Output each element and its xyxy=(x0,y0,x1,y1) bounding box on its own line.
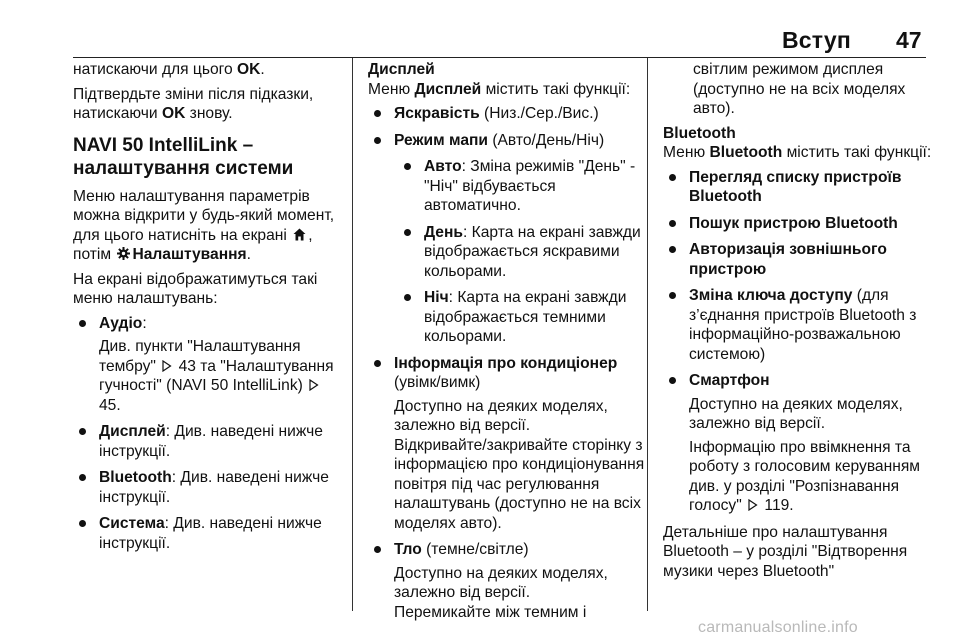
item-term: Ніч xyxy=(424,289,449,306)
item-term: Аудіо xyxy=(99,314,143,332)
item-term: Система xyxy=(99,515,165,532)
item-description: Відкривайте/закривайте сторінку з інформацією про кондиціонування повітря під час регулювання налаштувань (доступно не на всіх моделях авто). xyxy=(394,436,645,532)
bullet xyxy=(374,110,381,117)
page-number: 47 xyxy=(896,27,922,53)
text: Інформацію про ввімкнення та роботу з голосовим керуванням див. у розділі "Розпізнавання голосу" xyxy=(689,438,920,514)
item-term: Тло xyxy=(394,541,422,558)
item-term: Bluetooth xyxy=(99,469,172,486)
item-text: (для з’єднання пристроїв Bluetooth з інформаційно-розважальною системою) xyxy=(689,287,917,363)
list-item xyxy=(663,214,933,234)
list-item xyxy=(73,422,345,461)
xref-arrow-icon xyxy=(162,360,172,372)
text: містить такі функції: xyxy=(481,80,631,98)
text: . xyxy=(246,246,251,263)
item-term: Дисплей xyxy=(99,423,166,440)
xref-arrow-icon xyxy=(309,379,319,391)
text: 45. xyxy=(99,396,121,414)
paragraph xyxy=(73,60,345,80)
paragraph xyxy=(73,85,345,124)
sub-list-item xyxy=(368,288,648,347)
section-heading: NAVI 50 IntelliLink – налаштування системи xyxy=(73,134,294,179)
bullet xyxy=(79,520,86,527)
bullet xyxy=(404,294,411,301)
column-1 xyxy=(73,60,345,560)
item-term: Яскравість xyxy=(394,105,480,122)
bullet xyxy=(669,246,676,253)
bullet xyxy=(404,229,411,236)
sub-list-item xyxy=(368,223,648,282)
watermark: carmanualsonline.info xyxy=(698,619,858,636)
item-text: (увімк/вимк) xyxy=(394,374,481,391)
text: Меню налаштування параметрів можна відкрити у будь-який момент, для цього натисніть на екрані xyxy=(73,187,335,244)
subsection-title: Дисплей xyxy=(368,61,435,78)
paragraph: На екрані відображатимуться такі меню налаштувань: xyxy=(73,270,318,307)
text: , потім xyxy=(73,226,313,263)
bullet xyxy=(374,546,381,553)
list-item xyxy=(73,514,345,553)
text: 43 та "Налаштування гучності" (NAVI 50 IntelliLink) xyxy=(99,357,334,394)
sub-list-item xyxy=(368,157,648,216)
item-description: Доступно на деяких моделях, залежно від версії. xyxy=(394,564,608,601)
display-function-list xyxy=(368,104,648,622)
subsection-title: Bluetooth xyxy=(663,124,736,142)
menu-name: Дисплей xyxy=(414,80,482,98)
item-term: Перегляд списку пристроїв Bluetooth xyxy=(689,168,902,205)
item-text: : Див. наведені нижче інструкції. xyxy=(99,469,329,506)
paragraph xyxy=(368,80,648,100)
bullet xyxy=(669,174,676,181)
text: Меню xyxy=(663,144,710,161)
list-item xyxy=(368,131,648,151)
item-term: Смартфон xyxy=(689,372,770,389)
text: натискаючи для цього xyxy=(73,61,238,78)
item-text: : xyxy=(142,314,147,332)
bullet xyxy=(669,377,676,384)
list-item xyxy=(368,104,648,124)
bullet xyxy=(669,220,676,227)
item-description: Доступно на деяких моделях, залежно від версії. xyxy=(394,397,608,434)
item-term: Авто xyxy=(424,158,462,175)
item-term: Пошук пристрою Bluetooth xyxy=(689,214,898,232)
item-text: : Карта на екрані завжди відображається темними кольорами. xyxy=(424,289,627,345)
text: знову. xyxy=(185,105,233,122)
list-item xyxy=(73,468,345,507)
item-text: (темне/світле) xyxy=(421,541,529,558)
gear-icon xyxy=(117,247,130,260)
item-term: Зміна ключа доступу xyxy=(689,287,853,304)
menu-name: Bluetooth xyxy=(709,144,783,161)
paragraph xyxy=(663,143,933,163)
column-3 xyxy=(663,60,933,586)
item-term: Авторизація зовнішнього пристрою xyxy=(689,241,887,278)
list-item xyxy=(368,354,648,534)
text: Див. пункти "Налаштування тембру" xyxy=(99,338,301,375)
item-text: : Див. наведені нижче інструкції. xyxy=(99,515,322,552)
item-text: : Див. наведені нижче інструкції. xyxy=(99,423,323,460)
bluetooth-function-list xyxy=(663,168,933,516)
text: Підтвердьте зміни після підказки, натискаючи xyxy=(73,85,314,122)
paragraph xyxy=(73,187,345,265)
home-icon xyxy=(293,228,306,241)
xref-arrow-icon xyxy=(748,499,758,511)
bullet xyxy=(374,137,381,144)
column-divider-1 xyxy=(352,58,353,611)
item-text: : Зміна режимів "День" - "Ніч" відбувається автоматично. xyxy=(424,158,636,214)
item-description: Перемикайте між темним і xyxy=(394,603,587,621)
page-header xyxy=(0,0,960,56)
list-item xyxy=(663,371,933,516)
item-text: (Авто/День/Ніч) xyxy=(488,131,605,149)
item-text: : Карта на екрані завжди відображається яскравими кольорами. xyxy=(424,223,641,280)
header-divider xyxy=(73,57,926,58)
column-2 xyxy=(368,60,648,629)
list-item xyxy=(663,286,933,364)
list-item xyxy=(663,240,933,279)
bullet xyxy=(79,428,86,435)
continued-text: світлим режимом дисплея (доступно не на всіх моделях авто). xyxy=(693,61,906,117)
menu-name: Налаштування xyxy=(132,246,247,263)
paragraph: Детальніше про налаштування Bluetooth – у розділі "Відтворення музики через Bluetooth" xyxy=(663,523,908,580)
item-description xyxy=(99,337,345,415)
item-term: Режим мапи xyxy=(394,131,488,149)
text: Меню xyxy=(368,80,415,98)
text: 119. xyxy=(760,497,794,514)
bullet xyxy=(669,292,676,299)
bullet xyxy=(79,320,86,327)
item-term: День xyxy=(424,223,463,241)
settings-menu-list xyxy=(73,314,345,554)
list-item xyxy=(73,314,345,416)
list-item xyxy=(663,168,933,207)
text: містить такі функції: xyxy=(782,144,932,161)
key-label: OK xyxy=(161,105,186,122)
text: . xyxy=(260,61,265,78)
bullet xyxy=(79,474,86,481)
key-label: OK xyxy=(237,61,261,78)
item-term: Інформація про кондиціонер xyxy=(394,354,618,372)
bullet xyxy=(374,360,381,367)
bullet xyxy=(404,163,411,170)
item-description xyxy=(689,438,933,516)
item-description: Доступно на деяких моделях, залежно від версії. xyxy=(689,395,903,432)
list-item xyxy=(368,540,648,622)
chapter-title: Вступ xyxy=(782,27,851,53)
item-text: (Низ./Сер./Вис.) xyxy=(479,105,599,122)
